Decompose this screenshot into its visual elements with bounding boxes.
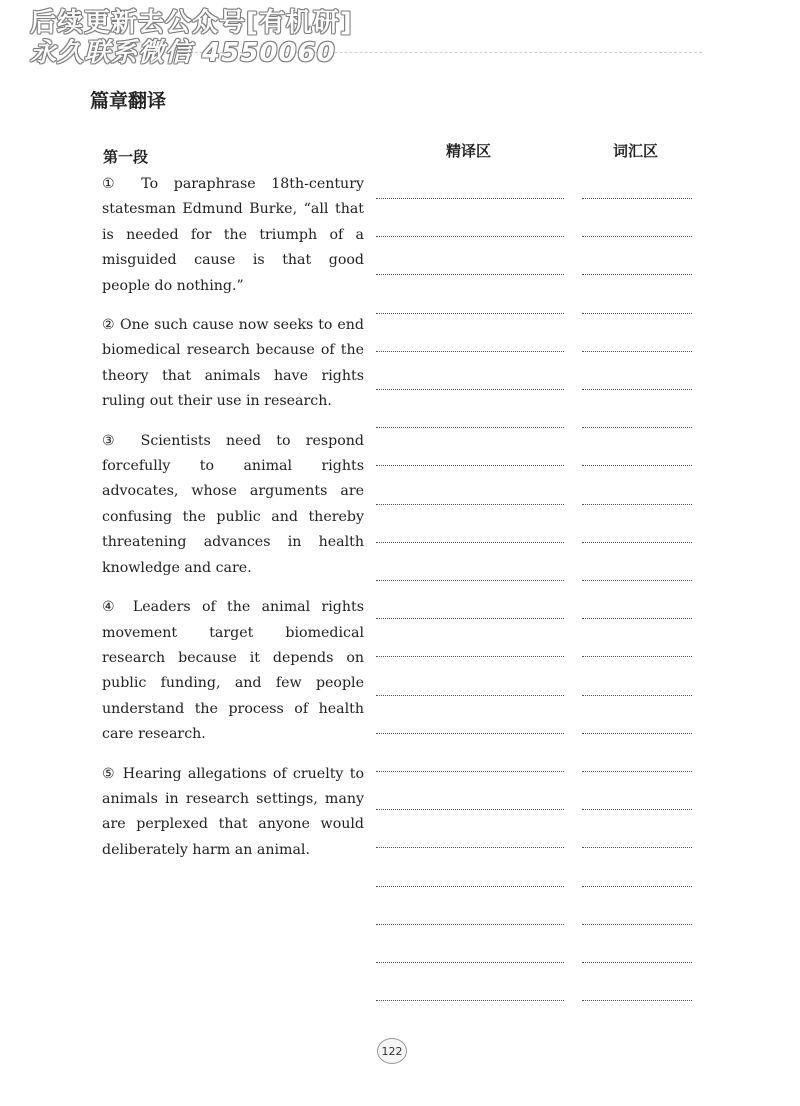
vocabulary-line [582,542,692,543]
translation-line [376,962,564,963]
section-title: 篇章翻译 [90,90,167,112]
translation-column-heading: 精译区 [446,142,492,160]
vocabulary-line [582,809,692,810]
vocabulary-line [582,1000,692,1001]
translation-line [376,1000,564,1001]
vocabulary-line [582,313,692,314]
translation-line [376,695,564,696]
translation-line [376,389,564,390]
vocabulary-line [582,504,692,505]
paragraph-heading: 第一段 [103,148,149,166]
vocabulary-line [582,351,692,352]
translation-line [376,542,564,543]
sentence-4: ④ Leaders of the animal rights movement target biomedical research because it depends on public funding, and few people understand the process of health care research. [102,599,364,743]
translation-line [376,236,564,237]
watermark-line-2: 永久联系微信 4550060 [30,38,336,68]
translation-line [376,771,564,772]
translation-line [376,313,564,314]
vocabulary-line [582,389,692,390]
watermark-line-1: 后续更新去公众号[有机研] [30,8,353,38]
vocabulary-line [582,924,692,925]
vocabulary-line [582,656,692,657]
watermark [30,8,353,68]
translation-line [376,351,564,352]
translation-line [376,274,564,275]
translation-line [376,847,564,848]
sentence-5: ⑤ Hearing allegations of cruelty to animals in research settings, many are perplexed that anyone would deliberately harm an animal. [102,765,364,858]
translation-line [376,924,564,925]
translation-line [376,618,564,619]
translation-line [376,580,564,581]
translation-line [376,198,564,199]
vocabulary-line [582,274,692,275]
sentence-2: ② One such cause now seeks to end biomedical research because of the theory that animals have rights ruling out their use in research. [102,317,364,410]
vocabulary-line [582,618,692,619]
vocabulary-line [582,886,692,887]
translation-line [376,886,564,887]
vocabulary-line [582,465,692,466]
vocabulary-line [582,580,692,581]
vocabulary-line [582,695,692,696]
vocabulary-line [582,771,692,772]
translation-line [376,809,564,810]
translation-line [376,427,564,428]
vocabulary-column-heading: 词汇区 [613,142,659,160]
vocabulary-line [582,427,692,428]
sentence-1: ① To paraphrase 18th-century statesman Edmund Burke, “all that is needed for the triumph of a misguided cause is that good people do nothing.” [102,176,364,294]
translation-line [376,656,564,657]
vocabulary-line [582,198,692,199]
vocabulary-line [582,236,692,237]
vocabulary-line [582,847,692,848]
page-number: 122 [377,1038,407,1064]
sentence-3: ③ Scientists need to respond forcefully to animal rights advocates, whose arguments are confusing the public and thereby threatening advances in health knowledge and care. [102,432,364,576]
vocabulary-line [582,733,692,734]
translation-line [376,465,564,466]
translation-line [376,504,564,505]
vocabulary-line [582,962,692,963]
translation-line [376,733,564,734]
passage [102,172,364,877]
